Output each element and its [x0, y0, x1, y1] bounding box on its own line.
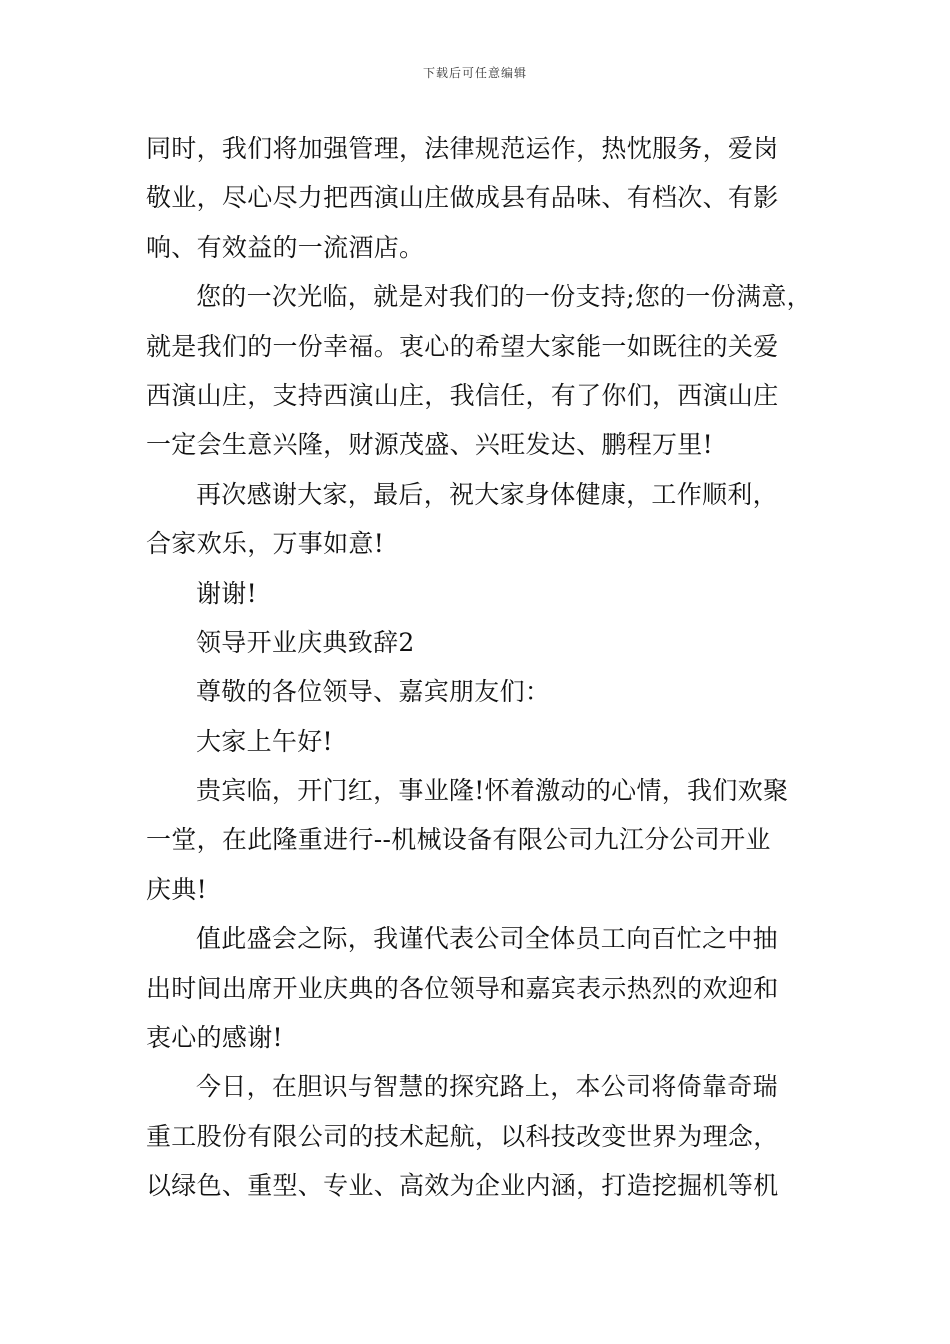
text-line: 以绿色、重型、专业、高效为企业内涵，打造挖掘机等机: [146, 1171, 779, 1201]
text-line: 谢谢!: [196, 578, 257, 608]
page-header: 下载后可任意编辑: [422, 66, 527, 80]
text-line: 再次感谢大家，最后，祝大家身体健康，工作顺利，: [196, 479, 778, 509]
text-line: 领导开业庆典致辞2: [196, 627, 415, 657]
text-line: 合家欢乐，万事如意!: [146, 529, 385, 559]
text-line: 一定会生意兴隆，财源茂盛、兴旺发达、鹏程万里!: [146, 430, 713, 460]
text-line: 一堂，在此隆重进行--机械设备有限公司九江分公司开业: [146, 825, 771, 855]
text-line: 大家上午好!: [196, 726, 333, 756]
text-line: 您的一次光临，就是对我们的一份支持;您的一份满意，: [196, 282, 812, 312]
text-line: 衷心的感谢!: [146, 1023, 283, 1053]
document-body: [146, 124, 816, 1211]
text-line: 今日，在胆识与智慧的探究路上，本公司将倚靠奇瑞: [196, 1072, 778, 1102]
text-line: 就是我们的一份幸福。衷心的希望大家能一如既往的关爱: [146, 331, 779, 361]
text-line: 重工股份有限公司的技术起航，以科技改变世界为理念，: [146, 1121, 779, 1151]
text-line: 贵宾临，开门红，事业隆!怀着激动的心情，我们欢聚: [196, 776, 789, 806]
text-line: 尊敬的各位领导、嘉宾朋友们：: [196, 677, 551, 707]
text-line: 出时间出席开业庆典的各位领导和嘉宾表示热烈的欢迎和: [146, 973, 779, 1003]
text-line: 敬业，尽心尽力把西演山庄做成县有品味、有档次、有影: [146, 183, 779, 213]
text-line: 值此盛会之际，我谨代表公司全体员工向百忙之中抽: [196, 924, 778, 954]
text-line: 响、有效益的一流酒店。: [146, 232, 425, 262]
text-line: 同时，我们将加强管理，法律规范运作，热忱服务，爱岗: [146, 134, 779, 163]
text-line: 西演山庄，支持西演山庄，我信任，有了你们，西演山庄: [146, 380, 779, 410]
text-line: 庆典!: [146, 874, 207, 904]
